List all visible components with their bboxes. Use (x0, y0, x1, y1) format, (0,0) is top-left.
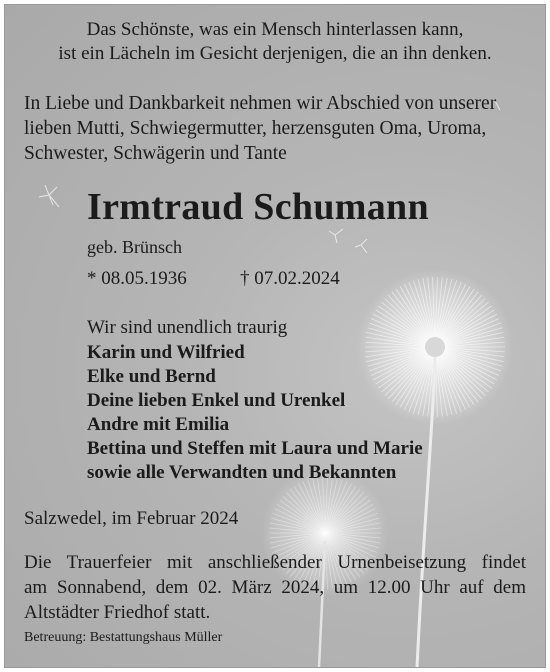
funeral-line-1: Die Trauerfeier mit anschließender Urnenbeisetzung findet (24, 552, 526, 573)
obituary-notice (4, 4, 546, 668)
deceased-name: Irmtraud Schumann (87, 186, 429, 228)
quote-line-1: Das Schönste, was ein Mensch hinterlassen kann, (86, 19, 464, 40)
intro-line-2: lieben Mutti, Schwiegermutter, herzensguten Oma, Uroma, (24, 118, 487, 139)
mourner-line: Deine lieben Enkel und Urenkel (87, 390, 346, 411)
birth-name: geb. Brünsch (87, 237, 182, 257)
mourner-line: Elke und Bernd (87, 366, 216, 387)
mourner-line: Andre mit Emilia (87, 414, 230, 435)
death-date: † 07.02.2024 (240, 268, 340, 289)
quote-line-2: ist ein Lächeln im Gesicht derjenigen, die an ihn denken. (58, 43, 492, 64)
intro-line-1: In Liebe und Dankbarkeit nehmen wir Abschied von unserer (24, 93, 497, 114)
mourner-line: Bettina und Steffen mit Laura und Marie (87, 438, 423, 459)
place-date: Salzwedel, im Februar 2024 (24, 508, 239, 529)
intro-line-3: Schwester, Schwägerin und Tante (24, 143, 287, 164)
funeral-home-credit: Betreuung: Bestattungshaus Müller (24, 630, 223, 645)
mourner-line: sowie alle Verwandten und Bekannten (87, 462, 397, 483)
funeral-line-3: Altstädter Friedhof statt. (24, 602, 211, 623)
birth-date: * 08.05.1936 (87, 268, 187, 289)
funeral-line-2: am Sonnabend, dem 02. März 2024, um 12.00 Uhr auf dem (24, 577, 526, 598)
mourner-line: Karin und Wilfried (87, 342, 245, 363)
mourners-intro: Wir sind unendlich traurig (87, 317, 288, 338)
